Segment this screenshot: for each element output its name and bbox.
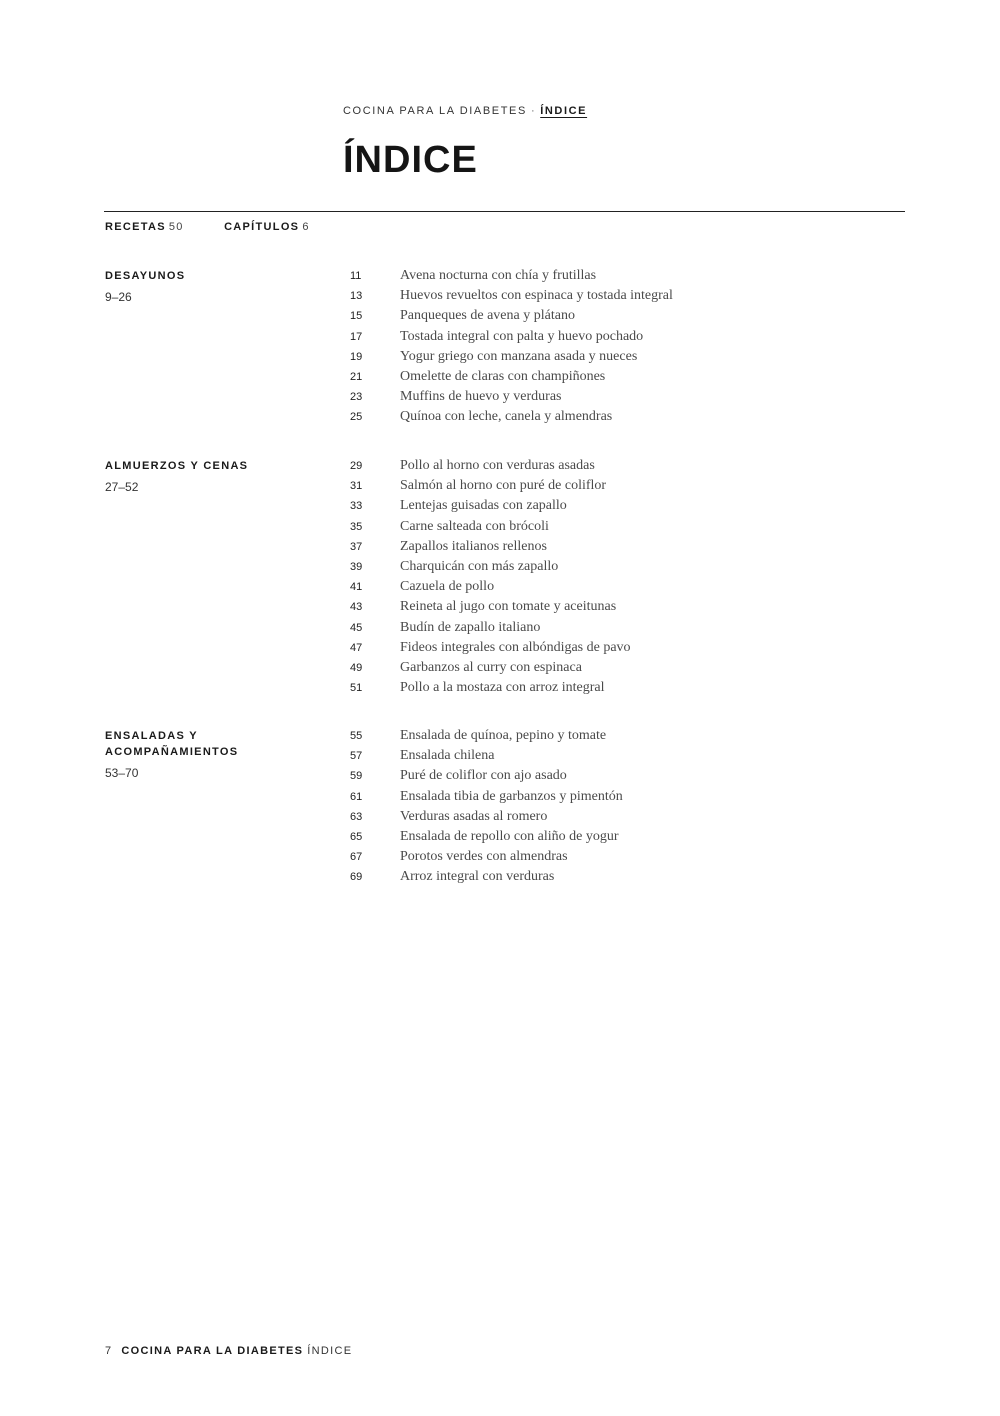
entry-title[interactable]: Quínoa con leche, canela y almendras (400, 409, 613, 425)
recipe-entry[interactable] (350, 869, 623, 889)
entry-title[interactable]: Panqueques de avena y plátano (400, 308, 575, 324)
entry-page-number: 49 (350, 661, 363, 674)
stats-bar (105, 221, 310, 233)
breadcrumb-book[interactable]: COCINA PARA LA DIABETES (343, 105, 527, 117)
entry-title[interactable]: Puré de coliflor con ajo asado (400, 768, 567, 784)
recipe-entry[interactable] (350, 768, 623, 788)
recipe-entry[interactable] (350, 458, 631, 478)
entry-page-number: 45 (350, 621, 363, 634)
section-page-range: 9–26 (105, 290, 132, 304)
breadcrumb-separator: · (530, 105, 537, 117)
entry-title[interactable]: Tostada integral con palta y huevo pochado (400, 328, 644, 344)
recipe-entry[interactable] (350, 620, 631, 640)
recipe-list (350, 728, 623, 890)
breadcrumb (343, 105, 587, 117)
entry-title[interactable]: Budín de zapallo italiano (400, 619, 541, 635)
entry-page-number: 13 (350, 290, 363, 303)
entry-page-number: 41 (350, 581, 363, 594)
entry-title[interactable]: Arroz integral con verduras (400, 869, 555, 885)
recipe-entry[interactable] (350, 599, 631, 619)
recipe-entry[interactable] (350, 559, 631, 579)
entry-page-number: 19 (350, 350, 363, 363)
entry-title[interactable]: Fideos integrales con albóndigas de pavo (400, 639, 631, 655)
section-name: ENSALADAS Y ACOMPAÑAMIENTOS (105, 730, 239, 758)
entry-page-number: 33 (350, 500, 363, 513)
entry-title[interactable]: Omelette de claras con champiñones (400, 368, 606, 384)
entry-title[interactable]: Cazuela de pollo (400, 579, 495, 595)
entry-page-number: 43 (350, 601, 363, 614)
entry-page-number: 21 (350, 370, 363, 383)
entry-page-number: 25 (350, 411, 363, 424)
recipe-entry[interactable] (350, 369, 673, 389)
recipe-entry[interactable] (350, 349, 673, 369)
recipe-list (350, 268, 673, 430)
entry-title[interactable]: Garbanzos al curry con espinaca (400, 659, 582, 675)
recipe-entry[interactable] (350, 849, 623, 869)
entry-title[interactable]: Ensalada de quínoa, pepino y tomate (400, 728, 607, 743)
footer-page-number: 7 (105, 1345, 113, 1357)
entry-title[interactable]: Ensalada de repollo con aliño de yogur (400, 828, 619, 844)
footer-book-title: COCINA PARA LA DIABETES (121, 1345, 304, 1357)
entry-page-number: 29 (350, 460, 363, 472)
chapters-label: CAPÍTULOS (224, 221, 300, 233)
recipe-entry[interactable] (350, 478, 631, 498)
recipe-entry[interactable] (350, 829, 623, 849)
entry-page-number: 55 (350, 730, 363, 742)
recipe-entry[interactable] (350, 389, 673, 409)
recipes-count: 50 (168, 221, 184, 233)
entry-page-number: 15 (350, 310, 363, 323)
entry-title[interactable]: Huevos revueltos con espinaca y tostada integral (400, 288, 673, 304)
entry-title[interactable]: Ensalada tibia de garbanzos y pimentón (400, 788, 623, 804)
entry-page-number: 67 (350, 851, 363, 864)
entry-title[interactable]: Verduras asadas al romero (400, 808, 548, 824)
section-header (105, 728, 305, 780)
page-footer (105, 1345, 352, 1357)
recipe-entry[interactable] (350, 748, 623, 768)
section-header (105, 268, 305, 304)
entry-title[interactable]: Reineta al jugo con tomate y aceitunas (400, 599, 617, 615)
entry-page-number: 31 (350, 480, 363, 493)
recipe-entry[interactable] (350, 640, 631, 660)
entry-page-number: 23 (350, 391, 363, 404)
entry-title[interactable]: Lentejas guisadas con zapallo (400, 498, 567, 514)
entry-title[interactable]: Charquicán con más zapallo (400, 558, 559, 574)
entry-page-number: 39 (350, 560, 363, 573)
section-page-range: 27–52 (105, 480, 139, 494)
entry-page-number: 47 (350, 641, 363, 654)
recipes-stat (105, 221, 184, 233)
recipe-entry[interactable] (350, 519, 631, 539)
chapters-stat (224, 221, 310, 233)
entry-title[interactable]: Muffins de huevo y verduras (400, 389, 562, 405)
recipe-list (350, 458, 631, 700)
recipe-entry[interactable] (350, 329, 673, 349)
footer-section: ÍNDICE (307, 1345, 353, 1357)
chapters-count: 6 (302, 221, 310, 233)
entry-title[interactable]: Carne salteada con brócoli (400, 518, 549, 534)
entry-page-number: 37 (350, 540, 363, 553)
recipe-entry[interactable] (350, 268, 673, 288)
recipe-entry[interactable] (350, 498, 631, 518)
recipe-entry[interactable] (350, 680, 631, 700)
entry-title[interactable]: Yogur griego con manzana asada y nueces (400, 348, 638, 364)
entry-title[interactable]: Porotos verdes con almendras (400, 849, 568, 865)
recipe-entry[interactable] (350, 308, 673, 328)
recipe-entry[interactable] (350, 660, 631, 680)
recipe-entry[interactable] (350, 728, 623, 748)
entry-title[interactable]: Pollo al horno con verduras asadas (400, 458, 595, 473)
section-header (105, 458, 305, 494)
section-page-range: 53–70 (105, 766, 139, 780)
entry-page-number: 59 (350, 770, 363, 783)
recipes-label: RECETAS (105, 221, 166, 233)
breadcrumb-current[interactable]: ÍNDICE (540, 105, 588, 117)
recipe-entry[interactable] (350, 539, 631, 559)
entry-page-number: 35 (350, 520, 363, 533)
entry-title[interactable]: Avena nocturna con chía y frutillas (400, 268, 597, 283)
entry-title[interactable]: Zapallos italianos rellenos (400, 538, 547, 554)
entry-title[interactable]: Ensalada chilena (400, 748, 495, 764)
section-name: DESAYUNOS (105, 270, 186, 282)
recipe-entry[interactable] (350, 288, 673, 308)
entry-page-number: 69 (350, 871, 363, 884)
entry-page-number: 57 (350, 750, 363, 763)
divider (104, 211, 905, 212)
recipe-entry[interactable] (350, 409, 673, 429)
entry-page-number: 61 (350, 790, 363, 803)
entry-page-number: 11 (350, 270, 362, 282)
entry-title[interactable]: Pollo a la mostaza con arroz integral (400, 680, 605, 696)
entry-page-number: 65 (350, 830, 363, 843)
entry-title[interactable]: Salmón al horno con puré de coliflor (400, 478, 607, 494)
page-title: ÍNDICE (343, 139, 478, 181)
entry-page-number: 63 (350, 810, 363, 823)
entry-page-number: 17 (350, 330, 363, 343)
recipe-entry[interactable] (350, 789, 623, 809)
recipe-entry[interactable] (350, 579, 631, 599)
section-name: ALMUERZOS Y CENAS (105, 460, 249, 472)
entry-page-number: 51 (350, 682, 363, 695)
recipe-entry[interactable] (350, 809, 623, 829)
